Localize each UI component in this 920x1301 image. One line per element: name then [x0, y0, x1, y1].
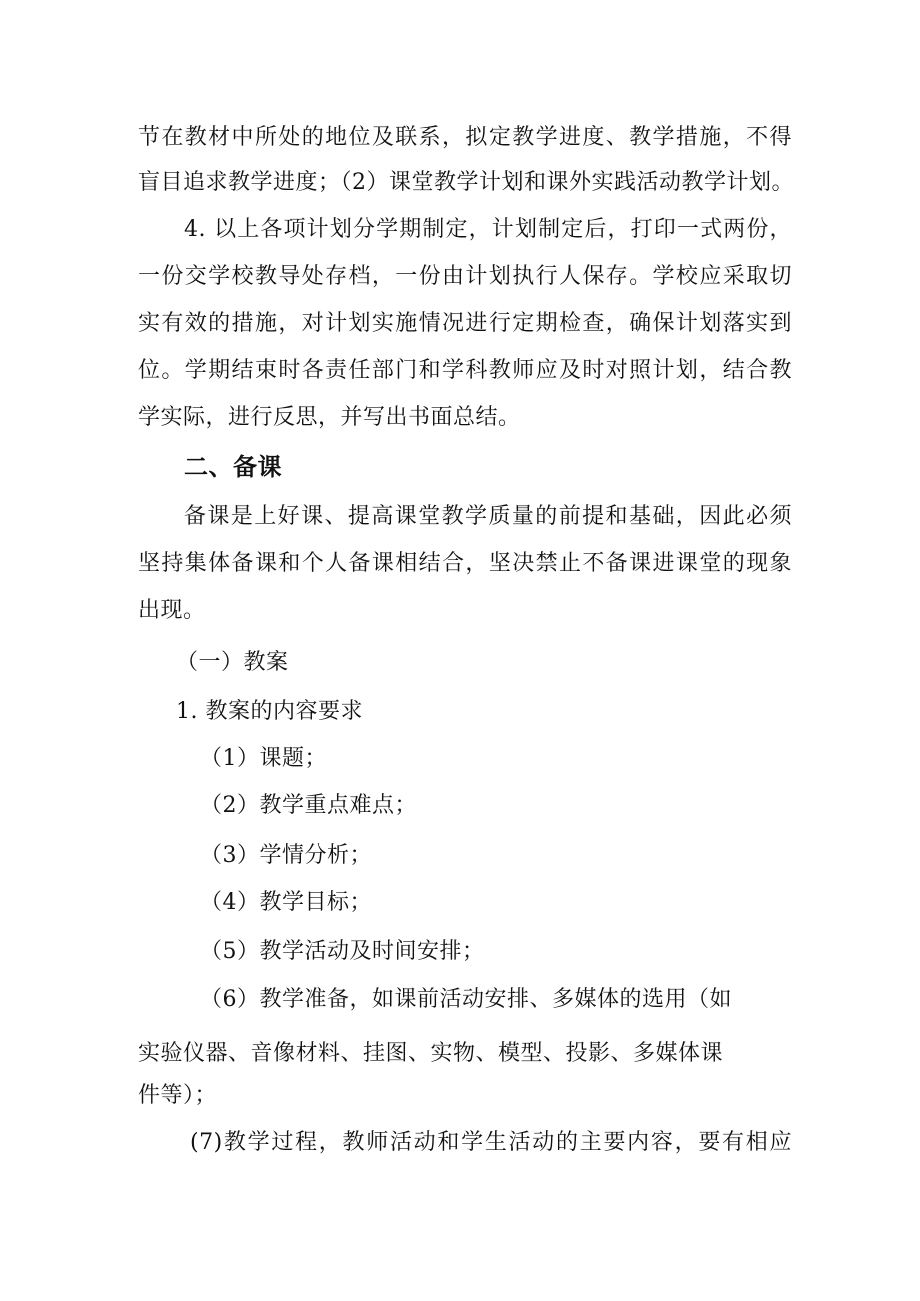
- item-heading: 1. 教案的内容要求: [176, 699, 363, 724]
- paragraph-2-line-2: 一份交学校教导处存档，一份由计划执行人保存。学校应采取切: [138, 264, 792, 289]
- list-item: （1）课题；: [200, 746, 327, 771]
- list-item: （2）教学重点难点；: [200, 793, 417, 818]
- paragraph-3-line-3: 出现。: [138, 598, 206, 623]
- list-item-continuation: 实验仪器、音像材料、挂图、实物、模型、投影、多媒体课: [138, 1041, 724, 1066]
- paragraph-1-line-1: 节在教材中所处的地位及联系，拟定教学进度、教学措施，不得: [138, 125, 792, 150]
- list-item: （3）学情分析；: [200, 843, 372, 868]
- paragraph-3-line-2: 坚持集体备课和个人备课相结合，坚决禁止不备课进课堂的现象: [138, 551, 792, 576]
- paragraph-2-line-1: 4. 以上各项计划分学期制定，计划制定后，打印一式两份，: [184, 217, 792, 242]
- list-item-continuation: 件等）；: [138, 1083, 218, 1108]
- paragraph-3-line-1: 备课是上好课、提高课堂教学质量的前提和基础，因此必须: [184, 504, 792, 529]
- list-item: （6）教学准备，如课前活动安排、多媒体的选用（如: [200, 987, 732, 1012]
- paragraph-2-line-5: 学实际，进行反思，并写出书面总结。: [138, 405, 521, 430]
- list-item: （5）教学活动及时间安排；: [200, 939, 485, 964]
- sub-heading: （一）教案: [176, 650, 289, 675]
- paragraph-2-line-4: 位。学期结束时各责任部门和学科教师应及时对照计划，结合教: [138, 358, 792, 383]
- paragraph-1-line-2: 盲目追求教学进度；（2）课堂教学计划和课外实践活动教学计划。: [138, 170, 794, 195]
- list-item: (7)教学过程，教师活动和学生活动的主要内容，要有相应: [190, 1130, 792, 1155]
- paragraph-2-line-3: 实有效的措施，对计划实施情况进行定期检查，确保计划落实到: [138, 311, 792, 336]
- list-item: （4）教学目标；: [200, 890, 372, 915]
- section-heading: 二、备课: [184, 453, 282, 481]
